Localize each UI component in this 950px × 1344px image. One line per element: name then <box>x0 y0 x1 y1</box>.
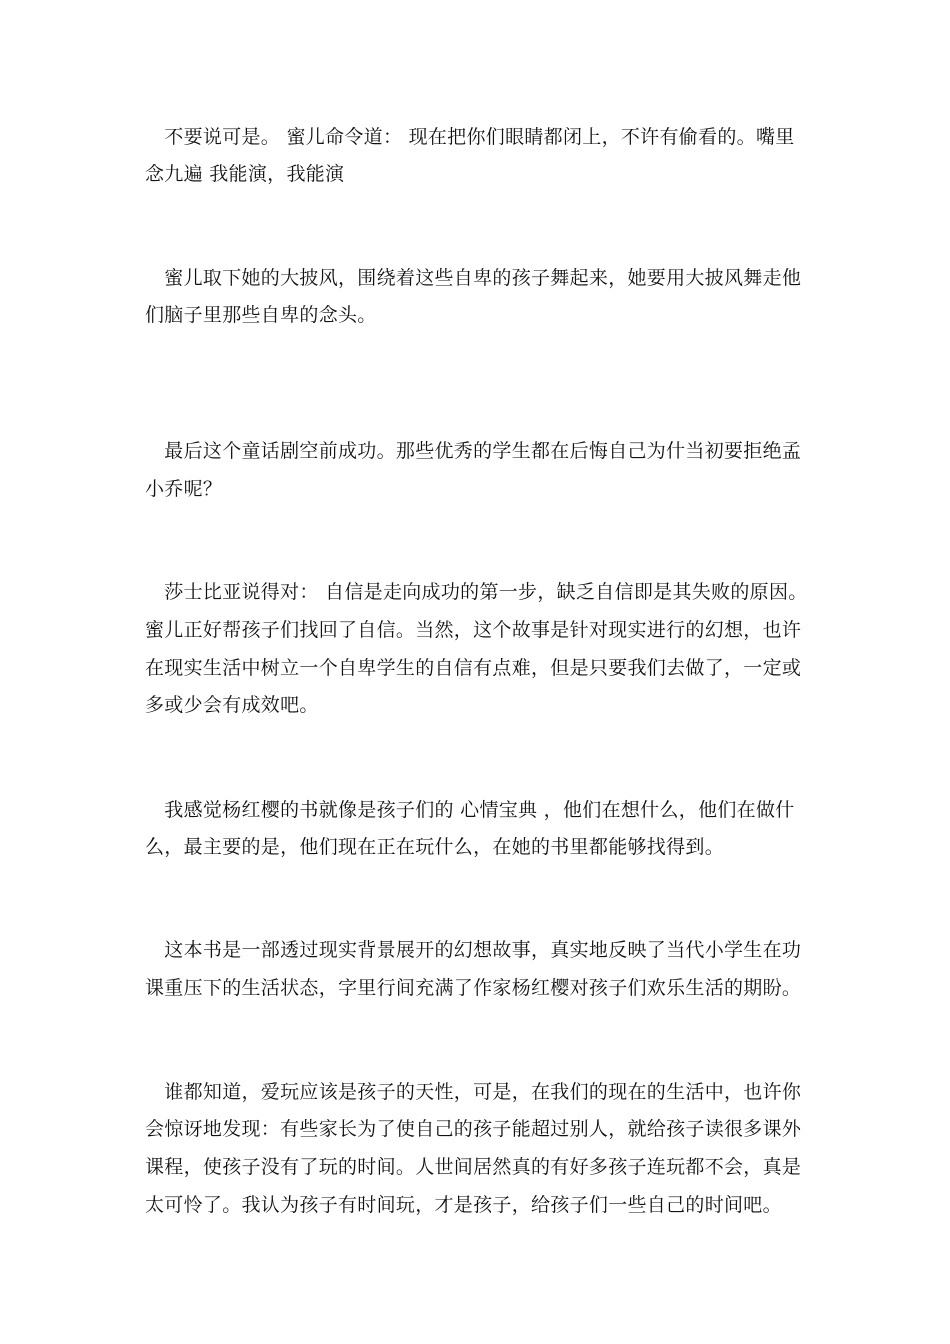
paragraph-7-line-2: 会惊讶地发现：有些家长为了使自己的孩子能超过别人，就给孩子读很多课外 <box>145 1118 802 1140</box>
paragraph-2-line-2: 们脑子里那些自卑的念头。 <box>145 304 377 326</box>
paragraph-6-line-2: 课重压下的生活状态，字里行间充满了作家杨红樱对孩子们欢乐生活的期盼。 <box>145 977 802 999</box>
paragraph-6-line-1: 这本书是一部透过现实背景展开的幻想故事，真实地反映了当代小学生在功 <box>145 939 802 961</box>
paragraph-5-line-2: 么，最主要的是，他们现在正在玩什么，在她的书里都能够找得到。 <box>145 836 725 858</box>
paragraph-3-line-2: 小乔呢？ <box>145 478 223 500</box>
paragraph-5-line-1: 我感觉杨红樱的书就像是孩子们的 心情宝典 ，他们在想什么，他们在做什 <box>145 799 795 821</box>
paragraph-3-line-1: 最后这个童话剧空前成功。那些优秀的学生都在后悔自己为什当初要拒绝孟 <box>145 440 802 462</box>
paragraph-4-line-3: 在现实生活中树立一个自卑学生的自信有点难，但是只要我们去做了，一定或 <box>145 657 802 679</box>
paragraph-2-line-1: 蜜儿取下她的大披风，围绕着这些自卑的孩子舞起来，她要用大披风舞走他 <box>145 267 802 289</box>
paragraph-7-line-4: 太可怜了。我认为孩子有时间玩，才是孩子，给孩子们一些自己的时间吧。 <box>145 1194 782 1216</box>
paragraph-7-line-3: 课程，使孩子没有了玩的时间。人世间居然真的有好多孩子连玩都不会，真是 <box>145 1156 802 1178</box>
paragraph-4-line-4: 多或少会有成效吧。 <box>145 694 319 716</box>
paragraph-4-line-1: 莎士比亚说得对： 自信是走向成功的第一步，缺乏自信即是其失败的原因。 <box>145 581 808 603</box>
paragraph-1-line-2: 念九遍 我能演，我能演 <box>145 163 345 185</box>
paragraph-7-line-1: 谁都知道，爱玩应该是孩子的天性，可是，在我们的现在的生活中，也许你 <box>145 1081 802 1103</box>
paragraph-4-line-2: 蜜儿正好帮孩子们找回了自信。当然，这个故事是针对现实进行的幻想，也许 <box>145 619 802 641</box>
paragraph-1-line-1: 不要说可是。 蜜儿命令道： 现在把你们眼睛都闭上，不许有偷看的。嘴里 <box>145 126 795 148</box>
